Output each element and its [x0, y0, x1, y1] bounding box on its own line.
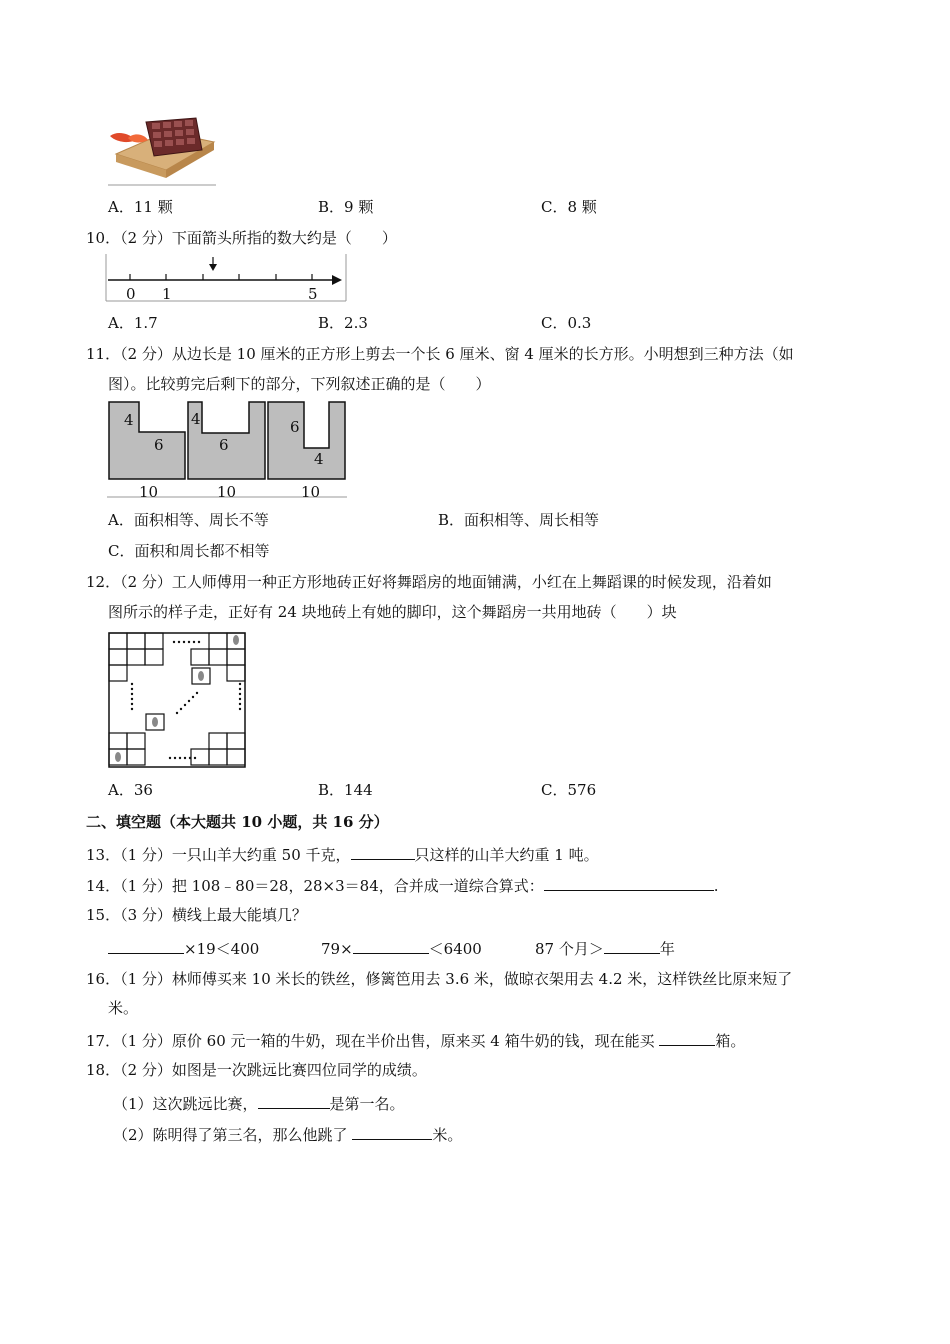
q15-part2-after: ＜6400 [428, 940, 482, 958]
q13-blank[interactable] [351, 843, 415, 860]
q13-before: 13．（1 分）一只山羊大约重 50 千克， [86, 846, 351, 864]
q15-stem: 15．（3 分）横线上最大能填几？ [86, 906, 307, 924]
q18-stem: 18．（2 分）如图是一次跳远比赛四位同学的成绩。 [86, 1061, 427, 1079]
fig2-width-label: 6 [219, 436, 229, 454]
fig3-width-label: 4 [314, 450, 324, 468]
q12-option-a: A．36 [108, 781, 153, 799]
q15-part2-before: 79× [321, 940, 353, 958]
q16-line2: 米。 [108, 999, 139, 1017]
q18-blank-1[interactable] [258, 1092, 330, 1109]
q11-option-a: A．面积相等、周长不等 [108, 511, 269, 529]
q14-after: . [713, 877, 719, 895]
fig1-width-label: 6 [154, 436, 164, 454]
section-2-title: 二、填空题（本大题共 10 小题，共 16 分） [86, 813, 389, 831]
q15-part2 [321, 937, 482, 959]
q10-option-a: A．1.7 [108, 314, 158, 332]
q16-line1: 16．（1 分）林师傅买来 10 米长的铁丝，修篱笆用去 3.6 米，做晾衣架用去 4.2 米，这样铁丝比原来短了 [86, 970, 793, 988]
dance-floor-tiles-figure [108, 632, 248, 770]
q14-before: 14．（1 分）把 108﹣80＝28，28×3＝84，合并成一道综合算式： [86, 877, 544, 895]
q10-option-c: C．0.3 [541, 314, 592, 332]
number-line-arrowhead [332, 275, 342, 285]
q11-option-b: B．面积相等、周长相等 [438, 511, 600, 529]
q18-sub2-after: 米。 [432, 1126, 463, 1144]
tick-label-1: 1 [162, 285, 172, 303]
q9-option-c: C．8 颗 [541, 198, 597, 216]
q11-stem-line1: 11．（2 分）从边长是 10 厘米的正方形上剪去一个长 6 厘米、窗 4 厘米的长方形。小明想到三种方法（如 [86, 345, 794, 363]
q15-blank-2[interactable] [353, 937, 429, 954]
tick-label-0: 0 [126, 285, 136, 303]
q12-stem-line1: 12．（2 分）工人师傅用一种正方形地砖正好将舞蹈房的地面铺满，小红在上舞蹈课的时候发现，沿着如 [86, 573, 772, 591]
fig3-base-label: 10 [301, 483, 321, 501]
q14 [86, 874, 719, 896]
q15-blank-3[interactable] [604, 937, 660, 954]
q12-option-b: B．144 [318, 781, 373, 799]
cut-square-3 [268, 402, 345, 479]
q18-sub2-before: （2）陈明得了第三名，那么他跳了 [113, 1126, 353, 1144]
chocolate-box-image [108, 112, 218, 188]
q10-option-b: B．2.3 [318, 314, 368, 332]
q15-part1 [108, 937, 259, 959]
number-line-figure [106, 254, 350, 304]
q13-after: 只这样的山羊大约重 1 吨。 [414, 846, 599, 864]
q11-option-c: C．面积和周长都不相等 [108, 542, 270, 560]
fig1-height-label: 4 [124, 411, 134, 429]
q11-stem-line2: 图）。比较剪完后剩下的部分，下列叙述正确的是（ ） [108, 375, 491, 393]
q18-sub1-before: （1）这次跳远比赛， [113, 1095, 258, 1113]
q13 [86, 843, 599, 865]
q18-sub2 [113, 1123, 462, 1145]
q15-part3-after: 年 [659, 940, 675, 958]
q18-sub1 [113, 1092, 405, 1114]
q15-part1-text: ×19＜400 [184, 940, 260, 958]
fig2-base-label: 10 [217, 483, 237, 501]
q18-blank-2[interactable] [352, 1123, 432, 1140]
fig3-height-label: 6 [290, 418, 300, 436]
q12-stem-line2: 图所示的样子走，正好有 24 块地砖上有她的脚印，这个舞蹈房一共用地砖（ ）块 [108, 603, 677, 621]
q17-before: 17．（1 分）原价 60 元一箱的牛奶，现在半价出售，原来买 4 箱牛奶的钱，现在能买 [86, 1032, 660, 1050]
q9-option-a: A．11 颗 [108, 198, 173, 216]
q17-after: 箱。 [715, 1032, 746, 1050]
cut-squares-figure [107, 400, 351, 500]
q10-stem: 10．（2 分）下面箭头所指的数大约是（ ） [86, 229, 397, 247]
cut-square-1 [109, 402, 185, 479]
tick-label-5: 5 [308, 285, 318, 303]
fig1-base-label: 10 [139, 483, 159, 501]
q17 [86, 1029, 745, 1051]
q15-part3-before: 87 个月＞ [535, 940, 604, 958]
q12-option-c: C．576 [541, 781, 597, 799]
q9-option-b: B．9 颗 [318, 198, 374, 216]
q14-blank[interactable] [544, 874, 714, 891]
q17-blank[interactable] [659, 1029, 715, 1046]
fig2-height-label: 4 [191, 410, 201, 428]
q15-part3 [535, 937, 675, 959]
q15-blank-1[interactable] [108, 937, 184, 954]
q18-sub1-after: 是第一名。 [329, 1095, 405, 1113]
